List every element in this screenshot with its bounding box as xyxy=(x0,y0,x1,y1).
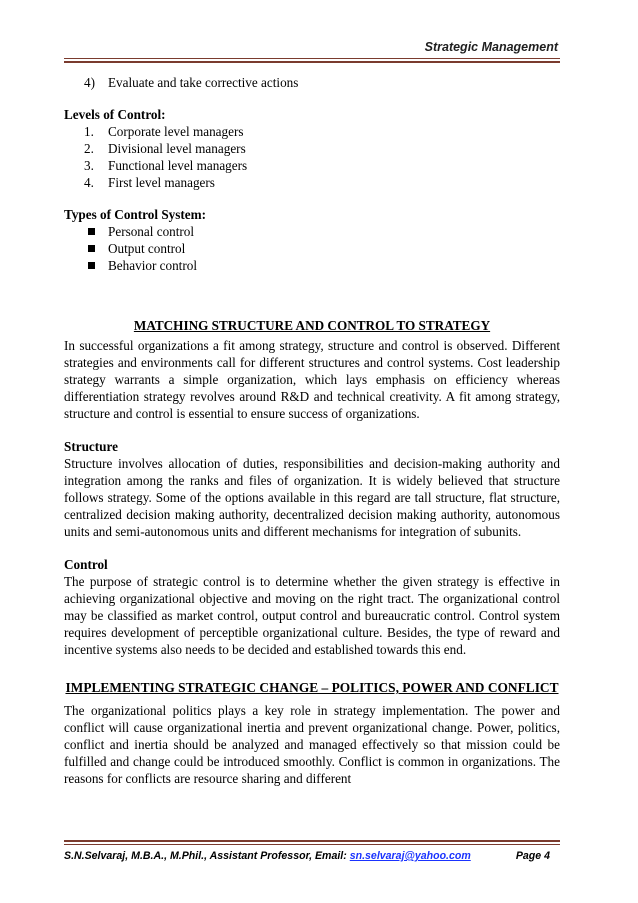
list-item-text: Behavior control xyxy=(108,258,197,273)
list-item xyxy=(84,123,560,140)
list-item-number: 2. xyxy=(84,141,94,156)
list-item-number: 1. xyxy=(84,124,94,139)
types-list xyxy=(84,223,560,274)
control-paragraph: The purpose of strategic control is to determine whether the given strategy is effective in achieving organizational objective and moving on the right tract. The organizational control may be classified as market control, output control and bureaucratic control. Control system requires development of perceptible organizational culture. Besides, the type of reward and incentive systems also needs to be decided and established towards this end. xyxy=(64,574,560,657)
list-item-text: Evaluate and take corrective actions xyxy=(108,75,299,90)
list-item-number: 4) xyxy=(84,75,95,90)
list-item-number: 4. xyxy=(84,175,94,190)
list-item xyxy=(84,257,560,274)
list-item-text: Personal control xyxy=(108,224,195,239)
types-heading: Types of Control System: xyxy=(64,207,207,222)
list-item-text: Functional level managers xyxy=(108,158,248,173)
list-item xyxy=(84,74,560,91)
header-rule-thin xyxy=(64,58,560,59)
list-item-number: 3. xyxy=(84,158,94,173)
implementing-heading: IMPLEMENTING STRATEGIC CHANGE – POLITICS, POWER AND CONFLICT xyxy=(65,680,559,695)
list-item-text: Output control xyxy=(108,241,186,256)
list-item xyxy=(84,140,560,157)
matching-paragraph: In successful organizations a fit among strategy, structure and control is observed. Different strategies and environments call for different structures and control systems. Cost leadership strategy warrants a simple organization, which lays emphasis on efficiency whereas differentiation strategy revolves around R&D and technical creativity. A fit among strategy, structure and control is essential to ensure success of organizations. xyxy=(64,338,560,421)
header-rule-thick xyxy=(64,61,560,63)
list-item-text: First level managers xyxy=(108,175,215,190)
footer-author-text: S.N.Selvaraj, M.B.A., M.Phil., Assistant Professor, Email: xyxy=(64,850,350,862)
levels-list xyxy=(84,123,560,191)
footer-rule-thick xyxy=(64,840,560,842)
list-item xyxy=(84,157,560,174)
footer-rule-thin xyxy=(64,844,560,845)
list-item-text: Divisional level managers xyxy=(108,141,246,156)
evaluate-list xyxy=(84,74,560,91)
levels-heading: Levels of Control: xyxy=(64,107,166,122)
page-header xyxy=(64,38,560,58)
footer-email-link[interactable]: sn.selvaraj@yahoo.com xyxy=(349,850,471,862)
list-item-text: Corporate level managers xyxy=(108,124,244,139)
page-footer xyxy=(64,840,560,870)
square-bullet-icon xyxy=(88,228,95,235)
structure-heading: Structure xyxy=(64,439,118,454)
list-item xyxy=(84,174,560,191)
header-title: Strategic Management xyxy=(424,40,558,54)
footer-page-number: Page 4 xyxy=(515,850,550,862)
matching-heading: MATCHING STRUCTURE AND CONTROL TO STRATEGY xyxy=(133,318,491,333)
list-item xyxy=(84,240,560,257)
square-bullet-icon xyxy=(88,262,95,269)
square-bullet-icon xyxy=(88,245,95,252)
control-heading: Control xyxy=(64,557,108,572)
structure-paragraph: Structure involves allocation of duties, responsibilities and decision-making authority and integration among the ranks and files of organization. It is widely believed that structure follows strategy. Some of the options available in this regard are tall structure, flat structure, centralized decision making authority, decentralized decision making authority, autonomous units and semi-autonomous units and different mechanisms for integration of subunits. xyxy=(64,456,560,539)
page-content xyxy=(64,74,560,787)
footer-author xyxy=(64,850,471,862)
list-item xyxy=(84,223,560,240)
implementing-paragraph: The organizational politics plays a key role in strategy implementation. The power and conflict will cause organizational inertia and prevent organizational change. Power, politics, conflict and inertia should be analyzed and managed effectively so that mission could be fulfilled and change could be introduced smoothly. Conflict is common in organizations. The reasons for conflicts are resource sharing and different xyxy=(64,703,560,786)
